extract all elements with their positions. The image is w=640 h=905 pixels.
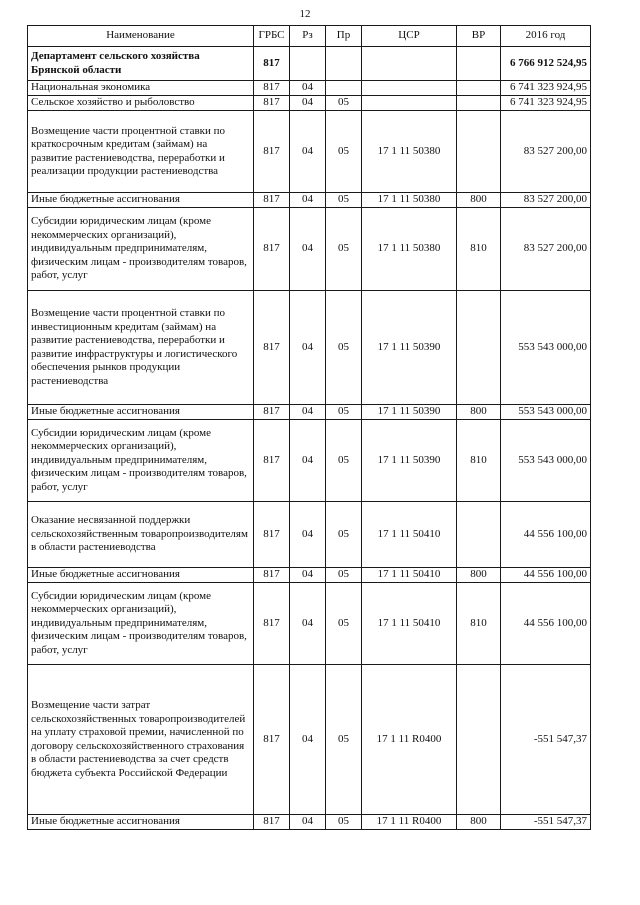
cell-vr: 810 bbox=[457, 583, 501, 665]
cell-pr: 05 bbox=[326, 291, 362, 405]
cell-pr: 05 bbox=[326, 815, 362, 830]
cell-sum: 83 527 200,00 bbox=[501, 193, 591, 208]
cell-grbs: 817 bbox=[254, 111, 290, 193]
cell-rz: 04 bbox=[290, 815, 326, 830]
cell-vr: 800 bbox=[457, 568, 501, 583]
cell-csr: 17 1 11 50410 bbox=[362, 568, 457, 583]
cell-rz bbox=[290, 47, 326, 81]
table-row bbox=[28, 405, 591, 420]
cell-name: Возмещение части затрат сельскохозяйственных товаропроизводителей на уплату страховой премии, начисленной по договору сельскохозяйственного страхования в области растениеводства за счет средств бюджета субъекта Российской Федерации bbox=[28, 665, 254, 815]
col-header-vr: ВР bbox=[457, 26, 501, 47]
cell-rz: 04 bbox=[290, 81, 326, 96]
col-header-name: Наименование bbox=[28, 26, 254, 47]
cell-sum: 44 556 100,00 bbox=[501, 502, 591, 568]
cell-grbs: 817 bbox=[254, 208, 290, 291]
cell-vr: 810 bbox=[457, 208, 501, 291]
cell-pr: 05 bbox=[326, 420, 362, 502]
header-row bbox=[28, 26, 591, 47]
cell-sum: 6 766 912 524,95 bbox=[501, 47, 591, 81]
cell-csr bbox=[362, 47, 457, 81]
table-row bbox=[28, 96, 591, 111]
cell-sum: 553 543 000,00 bbox=[501, 405, 591, 420]
cell-pr: 05 bbox=[326, 193, 362, 208]
table-row bbox=[28, 47, 591, 81]
cell-name: Оказание несвязанной поддержки сельскохозяйственным товаропроизводителям в области растениеводства bbox=[28, 502, 254, 568]
cell-sum: 6 741 323 924,95 bbox=[501, 81, 591, 96]
cell-vr bbox=[457, 96, 501, 111]
cell-name: Субсидии юридическим лицам (кроме некоммерческих организаций), индивидуальным предпринимателям, физическим лицам - производителям товаров, работ, услуг bbox=[28, 208, 254, 291]
cell-rz: 04 bbox=[290, 208, 326, 291]
cell-csr bbox=[362, 81, 457, 96]
cell-name: Возмещение части процентной ставки по инвестиционным кредитам (займам) на развитие растениеводства, переработки и развитие инфраструктуры и логистического обеспечения рынков продукции растениеводства bbox=[28, 291, 254, 405]
cell-csr: 17 1 11 50380 bbox=[362, 208, 457, 291]
table-row bbox=[28, 81, 591, 96]
cell-pr: 05 bbox=[326, 208, 362, 291]
cell-sum: -551 547,37 bbox=[501, 815, 591, 830]
cell-name: Департамент сельского хозяйства Брянской области bbox=[28, 47, 254, 81]
cell-vr bbox=[457, 81, 501, 96]
table-row bbox=[28, 291, 591, 405]
cell-vr: 800 bbox=[457, 405, 501, 420]
col-header-csr: ЦСР bbox=[362, 26, 457, 47]
cell-csr: 17 1 11 R0400 bbox=[362, 665, 457, 815]
cell-rz: 04 bbox=[290, 111, 326, 193]
cell-pr: 05 bbox=[326, 568, 362, 583]
cell-sum: 44 556 100,00 bbox=[501, 583, 591, 665]
cell-name: Субсидии юридическим лицам (кроме некоммерческих организаций), индивидуальным предпринимателям, физическим лицам - производителям товаров, работ, услуг bbox=[28, 583, 254, 665]
cell-rz: 04 bbox=[290, 193, 326, 208]
cell-name: Иные бюджетные ассигнования bbox=[28, 405, 254, 420]
cell-rz: 04 bbox=[290, 583, 326, 665]
cell-csr: 17 1 11 50390 bbox=[362, 291, 457, 405]
page-number: 12 bbox=[299, 8, 311, 20]
cell-name: Иные бюджетные ассигнования bbox=[28, 568, 254, 583]
cell-csr: 17 1 11 50380 bbox=[362, 111, 457, 193]
cell-pr: 05 bbox=[326, 96, 362, 111]
cell-name: Национальная экономика bbox=[28, 81, 254, 96]
cell-grbs: 817 bbox=[254, 81, 290, 96]
table-row bbox=[28, 111, 591, 193]
table-row bbox=[28, 815, 591, 830]
cell-sum: 553 543 000,00 bbox=[501, 420, 591, 502]
cell-grbs: 817 bbox=[254, 405, 290, 420]
cell-pr: 05 bbox=[326, 405, 362, 420]
table-row bbox=[28, 208, 591, 291]
col-header-rz: Рз bbox=[290, 26, 326, 47]
cell-sum: 6 741 323 924,95 bbox=[501, 96, 591, 111]
cell-grbs: 817 bbox=[254, 193, 290, 208]
cell-grbs: 817 bbox=[254, 583, 290, 665]
cell-vr bbox=[457, 291, 501, 405]
cell-rz: 04 bbox=[290, 665, 326, 815]
cell-name: Возмещение части процентной ставки по краткосрочным кредитам (займам) на развитие растениеводства, переработки и реализации продукции растениеводства bbox=[28, 111, 254, 193]
cell-rz: 04 bbox=[290, 568, 326, 583]
cell-rz: 04 bbox=[290, 502, 326, 568]
cell-grbs: 817 bbox=[254, 665, 290, 815]
cell-rz: 04 bbox=[290, 291, 326, 405]
cell-pr: 05 bbox=[326, 502, 362, 568]
col-header-year: 2016 год bbox=[501, 26, 591, 47]
col-header-pr: Пр bbox=[326, 26, 362, 47]
cell-grbs: 817 bbox=[254, 502, 290, 568]
cell-grbs: 817 bbox=[254, 47, 290, 81]
cell-pr: 05 bbox=[326, 583, 362, 665]
cell-vr: 810 bbox=[457, 420, 501, 502]
cell-vr bbox=[457, 502, 501, 568]
cell-sum: 83 527 200,00 bbox=[501, 208, 591, 291]
cell-grbs: 817 bbox=[254, 420, 290, 502]
cell-pr bbox=[326, 81, 362, 96]
cell-csr: 17 1 11 50410 bbox=[362, 583, 457, 665]
cell-csr: 17 1 11 R0400 bbox=[362, 815, 457, 830]
table-row bbox=[28, 502, 591, 568]
cell-csr: 17 1 11 50410 bbox=[362, 502, 457, 568]
table-row bbox=[28, 665, 591, 815]
cell-grbs: 817 bbox=[254, 568, 290, 583]
cell-vr: 800 bbox=[457, 815, 501, 830]
cell-vr bbox=[457, 111, 501, 193]
col-header-grbs: ГРБС bbox=[254, 26, 290, 47]
cell-rz: 04 bbox=[290, 96, 326, 111]
cell-pr: 05 bbox=[326, 111, 362, 193]
cell-name: Иные бюджетные ассигнования bbox=[28, 815, 254, 830]
cell-sum: 83 527 200,00 bbox=[501, 111, 591, 193]
cell-csr: 17 1 11 50390 bbox=[362, 420, 457, 502]
cell-name: Иные бюджетные ассигнования bbox=[28, 193, 254, 208]
cell-csr: 17 1 11 50390 bbox=[362, 405, 457, 420]
table-header bbox=[28, 26, 591, 47]
cell-sum: 553 543 000,00 bbox=[501, 291, 591, 405]
cell-name: Сельское хозяйство и рыболовство bbox=[28, 96, 254, 111]
cell-pr: 05 bbox=[326, 665, 362, 815]
cell-vr bbox=[457, 47, 501, 81]
table-body bbox=[28, 47, 591, 830]
cell-vr: 800 bbox=[457, 193, 501, 208]
cell-grbs: 817 bbox=[254, 96, 290, 111]
cell-grbs: 817 bbox=[254, 291, 290, 405]
cell-rz: 04 bbox=[290, 405, 326, 420]
cell-rz: 04 bbox=[290, 420, 326, 502]
cell-pr bbox=[326, 47, 362, 81]
cell-name: Субсидии юридическим лицам (кроме некоммерческих организаций), индивидуальным предпринимателям, физическим лицам - производителям товаров, работ, услуг bbox=[28, 420, 254, 502]
table-row bbox=[28, 583, 591, 665]
cell-csr: 17 1 11 50380 bbox=[362, 193, 457, 208]
table-row bbox=[28, 568, 591, 583]
table-row bbox=[28, 193, 591, 208]
cell-sum: 44 556 100,00 bbox=[501, 568, 591, 583]
budget-table bbox=[27, 25, 591, 830]
cell-csr bbox=[362, 96, 457, 111]
cell-grbs: 817 bbox=[254, 815, 290, 830]
cell-sum: -551 547,37 bbox=[501, 665, 591, 815]
table-row bbox=[28, 420, 591, 502]
cell-vr bbox=[457, 665, 501, 815]
